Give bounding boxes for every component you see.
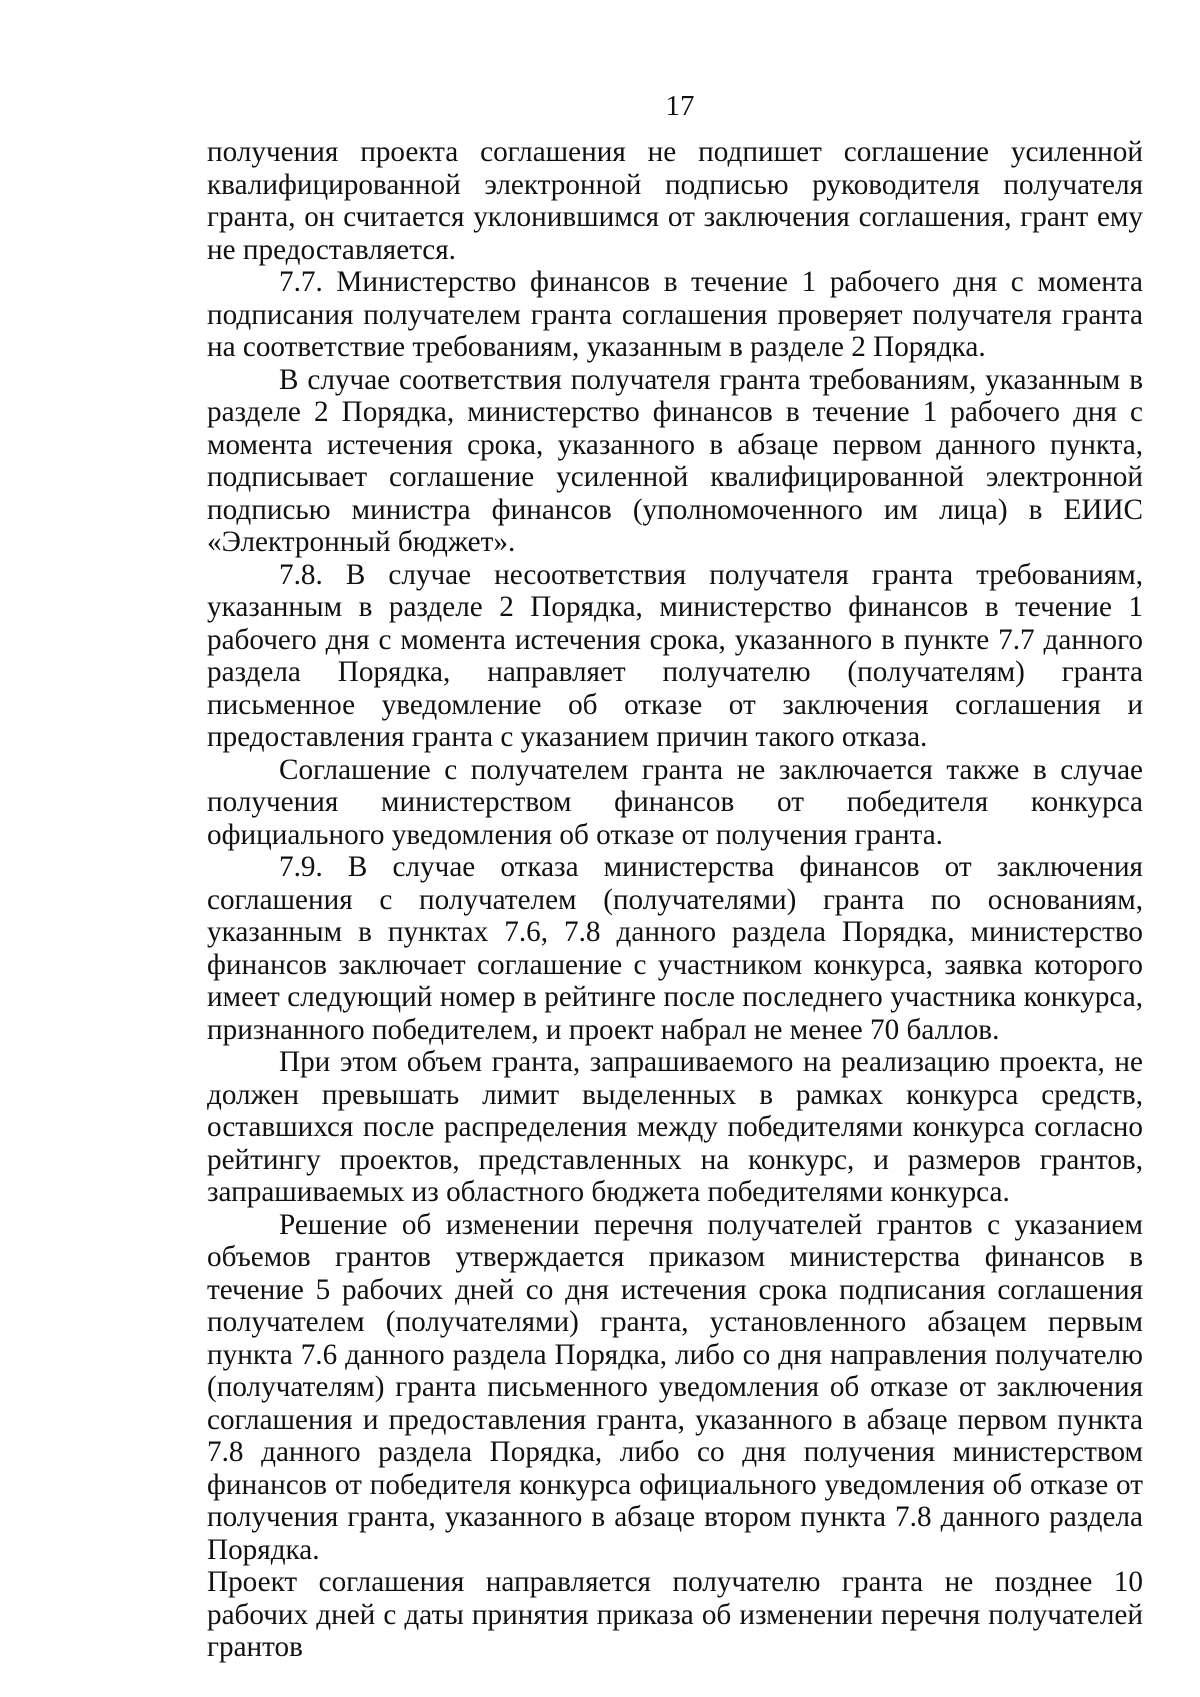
paragraph-7-8: 7.8. В случае несоответствия получателя гранта требованиям, указанным в разделе 2 Порядка, министерство финансов в течение 1 рабочего дня с момента истечения срока, указанного в пункте 7.7 данного раздела Порядка, направляет получателю (получателям) гранта письменное уведомление об отказе от заключения соглашения и предоставления гранта с указанием причин такого отказа. — [207, 558, 1143, 753]
paragraph-continuation: получения проекта соглашения не подпишет соглашение усиленной квалифицированной электронной подписью руководителя получателя гранта, он считается уклонившимся от заключения соглашения, грант ему не предоставляется. — [207, 136, 1143, 266]
paragraph-7-9: 7.9. В случае отказа министерства финансов от заключения соглашения с получателем (получателями) гранта по основаниям, указанным в пунктах 7.6, 7.8 данного раздела Порядка, министерство финансов заключает соглашение с участником конкурса, заявка которого имеет следующий номер в рейтинге после последнего участника конкурса, признанного победителем, и проект набрал не менее 70 баллов. — [207, 851, 1143, 1046]
paragraph-7-7-compliance: В случае соответствия получателя гранта требованиям, указанным в разделе 2 Порядка, министерство финансов в течение 1 рабочего дня с момента истечения срока, указанного в абзаце первом данного пункта, подписывает соглашение усиленной квалифицированной электронной подписью министра финансов (уполномоченного им лица) в ЕИИС «Электронный бюджет». — [207, 363, 1143, 558]
document-body — [207, 136, 1143, 1664]
paragraph-grant-limit: При этом объем гранта, запрашиваемого на реализацию проекта, не должен превышать лимит выделенных в рамках конкурса средств, оставшихся после распределения между победителями конкурса согласно рейтингу проектов, представленных на конкурс, и размеров грантов, запрашиваемых из областного бюджета победителями конкурса. — [207, 1046, 1143, 1208]
paragraph-agreement-draft: Проект соглашения направляется получателю гранта не позднее 10 рабочих дней с даты принятия приказа об изменении перечня получателей грантов — [207, 1566, 1143, 1663]
paragraph-decision: Решение об изменении перечня получателей грантов с указанием объемов грантов утверждается приказом министерства финансов в течение 5 рабочих дней со дня истечения срока подписания соглашения получателем (получателями) гранта, установленного абзацем первым пункта 7.6 данного раздела Порядка, либо со дня направления получателю (получателям) гранта письменного уведомления об отказе от заключения соглашения и предоставления гранта, указанного в абзаце первом пункта 7.8 данного раздела Порядка, либо со дня получения министерством финансов от победителя конкурса официального уведомления об отказе от получения гранта, указанного в абзаце втором пункта 7.8 данного раздела Порядка. — [207, 1208, 1143, 1566]
paragraph-7-7: 7.7. Министерство финансов в течение 1 рабочего дня с момента подписания получателем гранта соглашения проверяет получателя гранта на соответствие требованиям, указанным в разделе 2 Порядка. — [207, 266, 1143, 363]
page-number: 17 — [665, 90, 695, 122]
paragraph-7-8-refusal: Соглашение с получателем гранта не заключается также в случае получения министерством финансов от победителя конкурса официального уведомления об отказе от получения гранта. — [207, 753, 1143, 851]
